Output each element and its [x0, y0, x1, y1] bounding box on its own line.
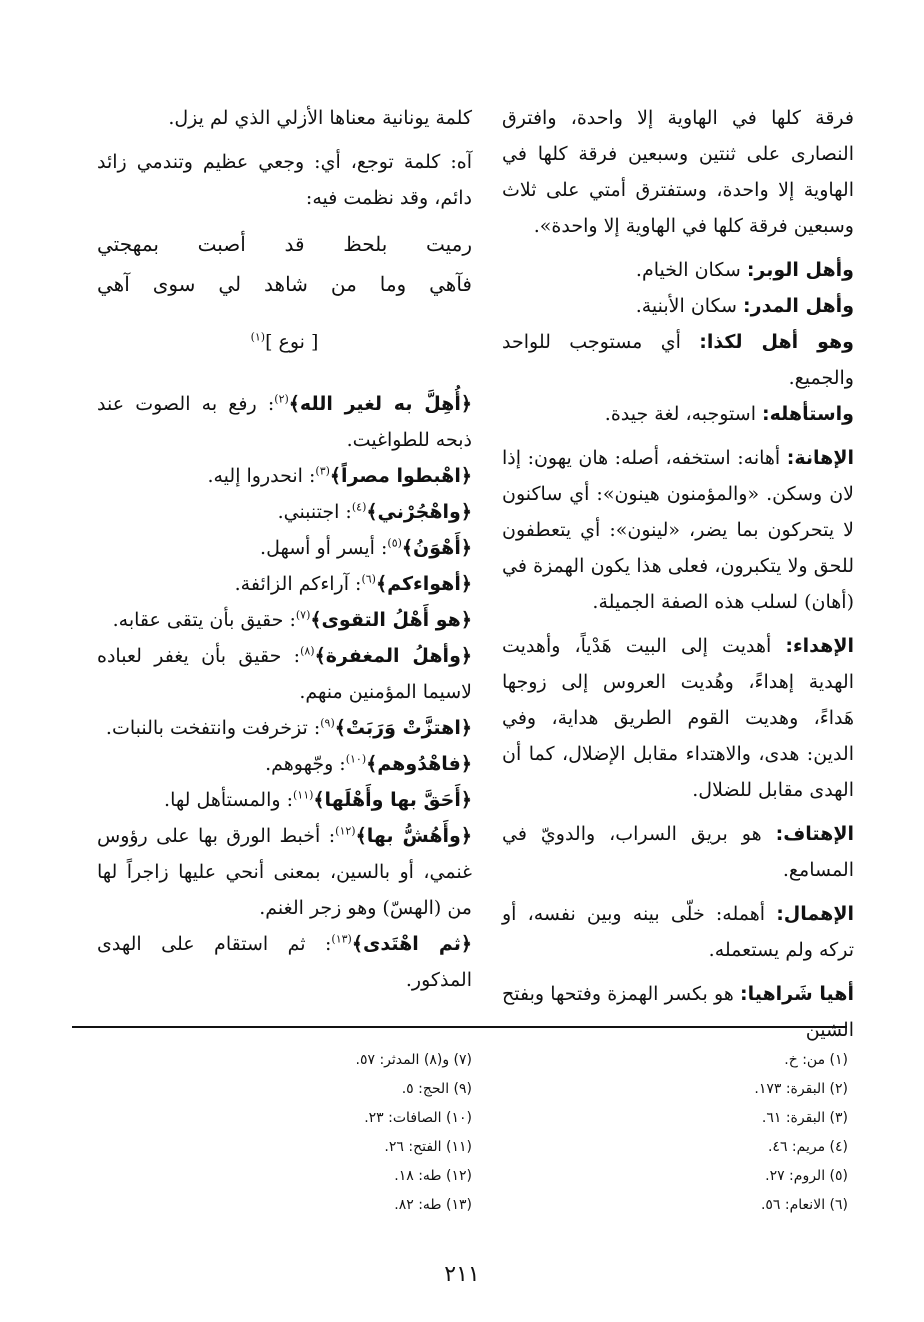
footnote-marker: (٧) — [295, 608, 311, 622]
quran-phrase: ﴿فاهْدُوهم﴾ — [366, 753, 472, 775]
quran-phrase: ﴿واهْجُرْني﴾ — [366, 501, 472, 523]
paragraph-greek-word: كلمة يونانية معناها الأزلي الذي لم يزل. — [168, 107, 472, 129]
footnote-item: (٤) مريم: ٤٦. — [767, 1139, 848, 1155]
quran-gloss: : اجتنبني. — [277, 501, 352, 523]
footnote-marker: (١٣) — [331, 932, 352, 946]
entry-ahl-alwabar — [502, 252, 854, 288]
quran-entry — [97, 782, 472, 818]
entry-term: آه: — [450, 151, 472, 173]
page-number: ٢١١ — [444, 1262, 480, 1287]
quran-gloss: : تزخرفت وانتفخت بالنبات. — [105, 717, 321, 739]
quran-gloss: : آراءكم الزائفة. — [234, 573, 362, 595]
entry-term: الإهداء: — [785, 635, 854, 657]
quran-phrase: ﴿وأَهُشُّ بها﴾ — [355, 825, 472, 847]
entry-text: هو بريق السراب، والدويّ في المسامع. — [502, 823, 854, 881]
quran-entry — [97, 566, 472, 602]
quran-entry — [97, 494, 472, 530]
entry-term: الإهتاف: — [775, 823, 854, 845]
section-heading-text: [ نوع ] — [265, 331, 319, 353]
quran-gloss: : حقيق بأن يغفر لعباده لاسيما المؤمنين منهم. — [97, 645, 472, 703]
quran-entry — [97, 386, 472, 458]
left-text-column — [97, 100, 472, 998]
quran-entry — [97, 530, 472, 566]
entry-al-ihda — [502, 628, 854, 808]
quran-entry — [97, 602, 472, 638]
entry-text: استوجبه، لغة جيدة. — [604, 403, 763, 425]
quran-phrase: ﴿اهْبطوا مصراً﴾ — [329, 465, 472, 487]
quran-entries-list — [97, 386, 472, 998]
quran-entry — [97, 458, 472, 494]
entry-term: الإهمال: — [776, 903, 854, 925]
footnote-item: (١) من: خ. — [784, 1052, 848, 1068]
footnote-marker: (١٠) — [345, 752, 367, 766]
quran-phrase: ﴿هو أَهْلُ التقوى﴾ — [310, 609, 472, 631]
entry-term: وهو أهل لكذا: — [699, 331, 854, 353]
footnote-marker: (٨) — [300, 644, 315, 658]
quran-entry — [97, 710, 472, 746]
footnote-marker: (٥) — [387, 536, 402, 550]
footnote-item: (٧) و(٨) المدثر: ٥٧. — [355, 1052, 472, 1068]
quran-entry — [97, 926, 472, 998]
footnote-marker: (٢) — [274, 392, 289, 406]
entry-al-ihana — [502, 440, 854, 620]
entry-ahya-sharahiya — [502, 976, 854, 1048]
entry-term: واستأهله: — [762, 403, 854, 425]
entry-ah — [97, 144, 472, 216]
entry-text: أهديت إلى البيت هَدْياً، وأهديت الهدية إهداءً، وهُديت العروس إلى زوجها هَداءً، وهديت القوم الطريق هداية، وفي الدين: هدى، والاهتداء مقابل الإضلال، كما أن الهدى مقابل للضلال. — [502, 635, 854, 801]
quran-gloss: : أيسر أو أسهل. — [260, 537, 388, 559]
quran-gloss: : انحدروا إليه. — [207, 465, 316, 487]
quran-phrase: ﴿اهتزَّتْ وَرَبَتْ﴾ — [334, 717, 472, 739]
footnote-item: (١٠) الصافات: ٢٣. — [364, 1110, 472, 1126]
entry-text: كلمة توجع، أي: وجعي عظيم وتندمي زائد دائم، وقد نظمت فيه: — [97, 151, 472, 209]
footnote-marker: (٦) — [361, 572, 376, 586]
quran-entry — [97, 638, 472, 710]
entry-text: سكان الخيام. — [635, 259, 747, 281]
quran-phrase: ﴿أَهْوَنُ﴾ — [401, 537, 472, 559]
quran-gloss: : أخبط الورق بها على رؤوس غنمي، أو بالسين، بمعنى أنحي عليها زاجراً لها من (الهسّ) وهو زجر الغنم. — [97, 825, 472, 919]
quran-entry — [97, 818, 472, 926]
quran-phrase: ﴿ثم اهْتَدى﴾ — [351, 933, 472, 955]
footnotes-right — [488, 1046, 848, 1220]
footnote-marker: (٩) — [320, 716, 335, 730]
footnote-separator-line — [72, 1026, 847, 1028]
quran-entry — [97, 746, 472, 782]
entry-text: أي مستوجب للواحد والجميع. — [502, 331, 854, 389]
entry-text: أهمله: خلّى بينه وبين نفسه، أو تركه ولم يستعمله. — [502, 903, 854, 961]
footnote-marker: (٣) — [315, 464, 330, 478]
footnote-item: (٦) الانعام: ٥٦. — [760, 1197, 848, 1213]
footnote-item: (١١) الفتح: ٢٦. — [384, 1139, 472, 1155]
paragraph-hadith-end: فرقة كلها في الهاوية إلا واحدة، وافترق النصارى على ثنتين وسبعين فرقة كلها في الهاوية إلا واحدة، وستفترق أمتي على ثلاث وسبعين فرقة كلها في الهاوية إلا واحدة». — [502, 107, 854, 237]
quran-gloss: : رفع به الصوت عند ذبحه للطواغيت. — [97, 393, 472, 451]
footnote-item: (٢) البقرة: ١٧٣. — [754, 1081, 848, 1097]
footnote-item: (٣) البقرة: ٦١. — [761, 1110, 848, 1126]
footnote-item: (٩) الحج: ٥. — [401, 1081, 472, 1097]
quran-gloss: : حقيق بأن يتقى عقابه. — [112, 609, 296, 631]
footnotes-left — [92, 1046, 472, 1220]
quran-gloss: : والمستأهل لها. — [164, 789, 293, 811]
right-text-column — [502, 100, 854, 1048]
entry-text: هو بكسر الهمزة وفتحها وبفتح الشين — [502, 983, 854, 1041]
footnote-marker: (١) — [250, 330, 266, 344]
entry-term: وأهل المدر: — [743, 295, 854, 317]
poem — [97, 224, 472, 304]
footnote-marker: (١٢) — [335, 824, 356, 838]
entry-istahalahu — [502, 396, 854, 432]
quran-phrase: ﴿وأهلُ المغفرة﴾ — [314, 645, 473, 667]
quran-phrase: ﴿أَحَقَّ بها وأَهْلَها﴾ — [313, 789, 472, 811]
entry-term: الإهانة: — [786, 447, 854, 469]
poem-verse-1: رميت بلحظ قد أصبت بمهجتي — [97, 232, 472, 256]
poem-verse-2: فآهي وما من شاهد لي سوى آهي — [97, 272, 472, 296]
entry-term: أهيا شَراهيا: — [740, 983, 854, 1005]
entry-ahl-almadar — [502, 288, 854, 324]
footnote-item: (١٣) طه: ٨٢. — [394, 1197, 472, 1213]
entry-term: وأهل الوبر: — [746, 259, 854, 281]
quran-gloss: : ثم استقام على الهدى المذكور. — [97, 933, 472, 991]
entry-text: أهانه: استخفه، أصله: هان يهون: إذا لان وسكن. «والمؤمنون هينون»: أي ساكنون لا يتحركون بما يضر، «لينون»: أي يتعطفون للحق ولا يتكبرون، فعلى هذا يكون الهمزة في (أهان) لسلب هذه الصفة الجميلة. — [502, 447, 854, 613]
entry-al-ihtaf — [502, 816, 854, 888]
footnote-item: (١٢) طه: ١٨. — [394, 1168, 472, 1184]
entry-text: سكان الأبنية. — [635, 295, 744, 317]
quran-phrase: ﴿أهواءكم﴾ — [375, 573, 472, 595]
footnote-marker: (٤) — [351, 500, 367, 514]
entry-al-ihmal — [502, 896, 854, 968]
footnote-item: (٥) الروم: ٢٧. — [765, 1168, 848, 1184]
footnote-marker: (١١) — [293, 788, 314, 802]
quran-phrase: ﴿أُهِلَّ به لغير الله﴾ — [288, 393, 472, 415]
entry-huwa-ahl — [502, 324, 854, 396]
section-heading — [97, 324, 472, 360]
quran-gloss: : وجّهوهم. — [265, 753, 346, 775]
